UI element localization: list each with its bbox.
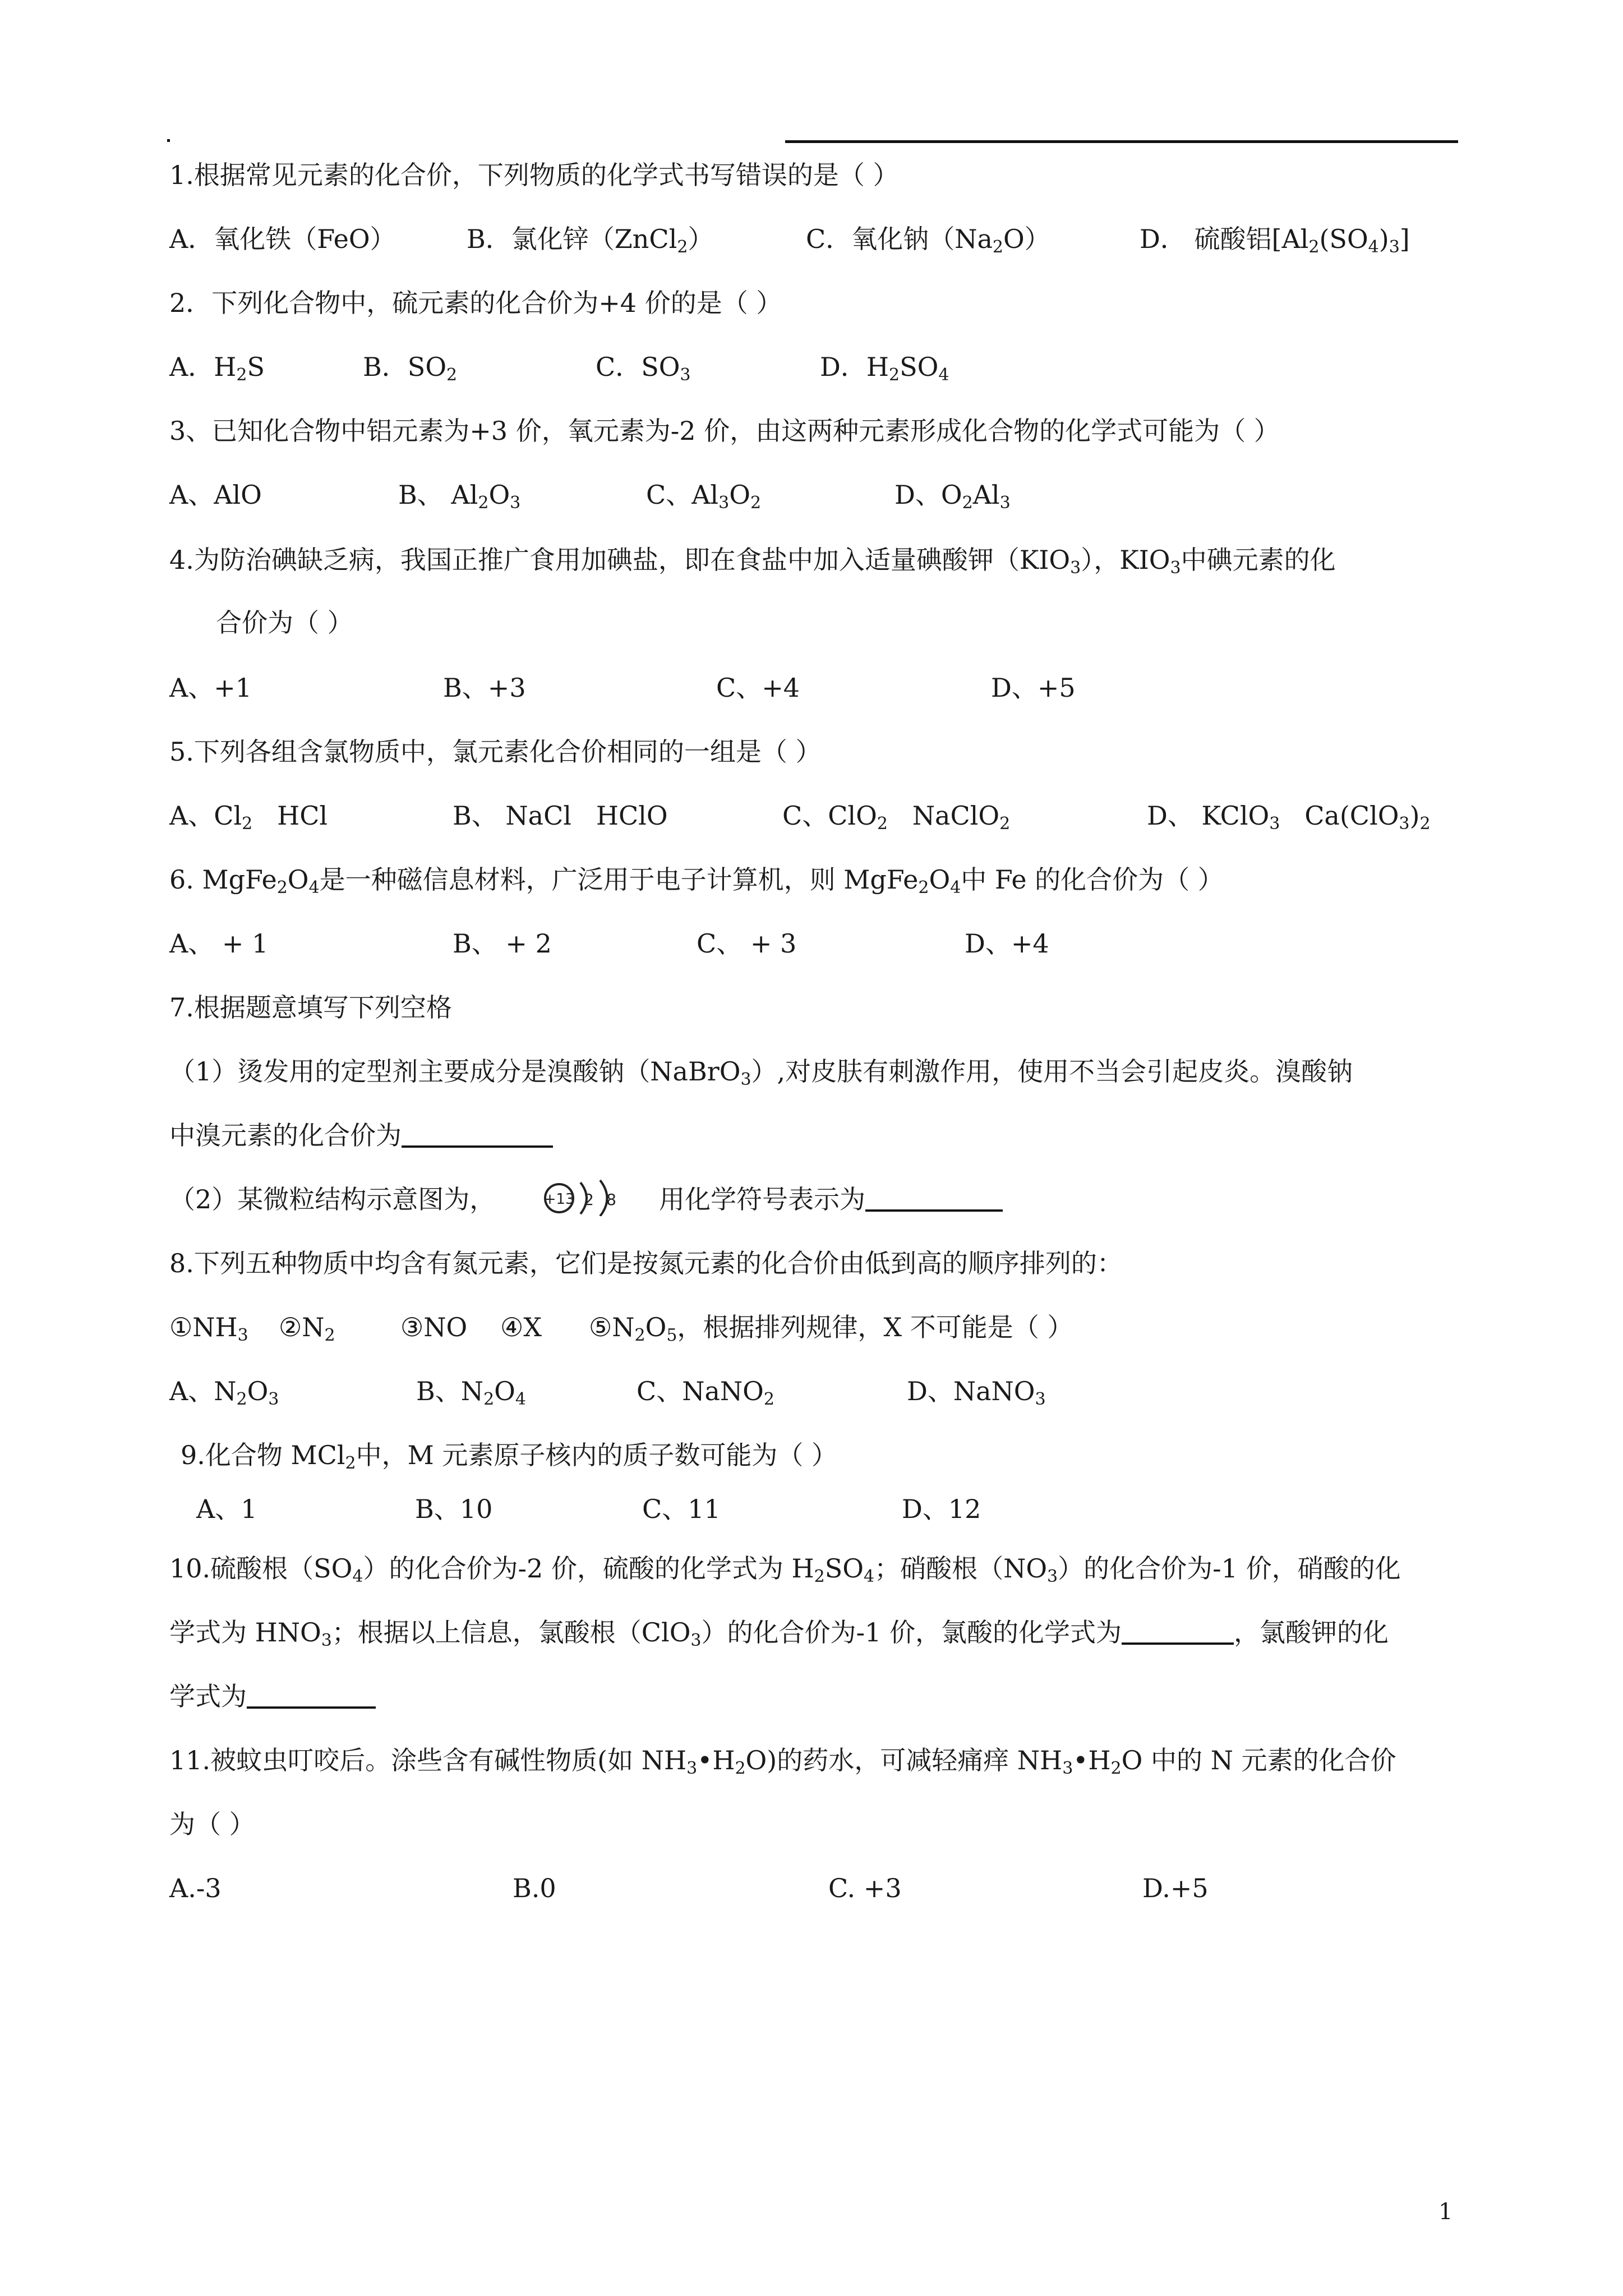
question-11-option-b: B.0 xyxy=(513,1873,556,1903)
sequence-item-1: $①NH_3$ xyxy=(169,1312,248,1345)
question-5-option-c: C、ClO$_2$ NaClO$_2$ xyxy=(782,800,1011,834)
answer-blank-potassium-chlorate[interactable] xyxy=(247,1680,376,1709)
question-4-options xyxy=(169,671,1459,705)
question-3-options xyxy=(169,478,1459,512)
question-9-stem: 9.化合物 MCl$_2$中，M 元素原子核内的质子数可能为（ ） xyxy=(181,1440,837,1473)
question-1-options xyxy=(169,222,1459,256)
question-1-option-b: B．氯化锌（ZnCl$_2$） xyxy=(467,224,714,257)
question-8-option-c: C、NaNO$_2$ xyxy=(637,1376,774,1409)
question-10-line-3: 学式为 xyxy=(169,1680,376,1713)
question-4-option-d: D、+5 xyxy=(991,673,1076,703)
question-11-line-1: 11.被蚊虫叮咬后。涂些含有碱性物质(如 $NH_3•H_2O$)的药水，可减轻痛痒 $NH_3•H_2O$ 中的 N 元素的化合价 xyxy=(169,1745,1396,1778)
question-11-options xyxy=(169,1871,1459,1905)
question-8-option-a: A、$N_2O_3$ xyxy=(169,1376,279,1409)
question-6-option-b: B、 + 2 xyxy=(453,928,552,959)
answer-blank-particle-symbol[interactable] xyxy=(865,1182,1003,1212)
question-1-option-a: A．氧化铁（FeO） xyxy=(169,224,396,254)
question-5-stem: 5.下列各组含氯物质中，氯元素化合价相同的一组是（ ） xyxy=(169,737,822,767)
question-9-option-a: A、1 xyxy=(196,1494,257,1524)
answer-blank-chloric-acid[interactable] xyxy=(1122,1616,1234,1645)
sequence-item-3: ③NO xyxy=(400,1312,468,1342)
question-6-stem: 6. $MgFe_2O_4$是一种磁信息材料，广泛用于电子计算机，则 $MgFe_2O_4$中 Fe 的化合价为（ ） xyxy=(169,864,1224,898)
question-2-stem: 2．下列化合物中，硫元素的化合价为+4 价的是（ ） xyxy=(169,288,782,318)
question-3-option-d: D、$O_2Al_3$ xyxy=(895,480,1011,513)
question-2-option-b: B．$SO_2$ xyxy=(363,352,458,385)
question-10-line-2: 学式为 $HNO_3$；根据以上信息，氯酸根（ClO$_3$）的化合价为-1 价，氯酸的化学式为 ，氯酸钾的化 xyxy=(169,1616,1389,1649)
question-4-option-b: B、+3 xyxy=(443,673,526,703)
sequence-item-4: ④X xyxy=(500,1312,542,1342)
question-2-options xyxy=(169,350,1459,384)
sequence-item-5: $⑤N_2O_5$，根据排列规律，X 不可能是（ ） xyxy=(589,1312,1073,1345)
question-4-stem-continued: 合价为（ ） xyxy=(216,608,353,638)
sequence-item-2: $②N_2$ xyxy=(279,1312,335,1345)
question-8-sequence xyxy=(169,1310,1459,1344)
question-6-option-d: D、+4 xyxy=(965,928,1049,959)
question-11-option-c: C. +3 xyxy=(828,1873,902,1903)
header-rule xyxy=(785,140,1458,143)
question-11-option-d: D.+5 xyxy=(1142,1873,1209,1903)
question-1-option-c: C．氧化钠$(Na_2O)$ xyxy=(806,224,1050,257)
question-1-option-d: D． 硫酸铝$[Al_2(SO_4)_3]$ xyxy=(1140,224,1410,257)
question-4-option-a: A、+1 xyxy=(169,673,252,703)
question-5-option-b: B、 NaCl HClO xyxy=(453,800,668,831)
question-9-options xyxy=(196,1492,1486,1526)
header-mark xyxy=(167,139,170,142)
question-8-stem: 8.下列五种物质中均含有氮元素，它们是按氮元素的化合价由低到高的顺序排列的： xyxy=(169,1248,1123,1278)
question-2-option-a: A．$H_2S$ xyxy=(169,352,265,385)
question-4-stem: 4.为防治碘缺乏病，我国正推广食用加碘盐，即在食盐中加入适量碘酸钾$(KIO_3)$，$KIO_3$中碘元素的化 xyxy=(169,545,1336,578)
question-7-part-1-continued: 中溴元素的化合价为 xyxy=(169,1119,553,1152)
page-number: 1 xyxy=(1438,2199,1453,2225)
question-11-option-a: A.-3 xyxy=(169,1873,222,1903)
question-7-part-2: （2）某微粒结构示意图为， xyxy=(169,1184,496,1214)
question-4-option-c: C、+4 xyxy=(716,673,800,703)
question-11-line-2: 为（ ） xyxy=(169,1809,255,1839)
question-1-stem: 1.根据常见元素的化合价，下列物质的化学式书写错误的是（ ） xyxy=(169,160,899,190)
question-3-option-c: C、$Al_3O_2$ xyxy=(646,480,762,513)
question-3-stem: 3、已知化合物中铝元素为+3 价，氧元素为-2 价，由这两种元素形成化合物的化学式可能为（ ） xyxy=(169,416,1280,446)
question-7-part-2-answer: 用化学符号表示为 xyxy=(659,1182,1003,1216)
question-9-option-b: B、10 xyxy=(415,1494,493,1524)
question-3-option-a: A、AlO xyxy=(169,480,262,510)
question-2-option-c: C．$SO_3$ xyxy=(596,352,691,385)
question-9-option-c: C、11 xyxy=(642,1494,721,1524)
question-9-option-d: D、12 xyxy=(902,1494,981,1524)
atom-shell-1-label: 2 xyxy=(584,1190,594,1209)
question-10-line-1: 10.硫酸根$(SO_4)$的化合价为-2 价，硫酸的化学式为 $H_2SO_4$；硝酸根$(NO_3)$的化合价为-1 价，硝酸的化 xyxy=(169,1553,1401,1586)
question-5-option-d: D、 KClO$_3$ $Ca(ClO_3)_2$ xyxy=(1147,800,1431,834)
question-7-stem: 7.根据题意填写下列空格 xyxy=(169,992,452,1023)
question-8-option-b: B、$N_2O_4$ xyxy=(416,1376,526,1409)
atom-nucleus-label: +13 xyxy=(543,1191,575,1208)
atom-shell-2-label: 8 xyxy=(606,1190,616,1209)
question-5-option-a: A、$Cl_2$ HCl xyxy=(169,800,328,834)
question-6-option-c: C、 + 3 xyxy=(697,928,797,959)
question-6-options xyxy=(169,927,1459,960)
question-8-options xyxy=(169,1374,1459,1408)
question-3-option-b: B、 $Al_2O_3$ xyxy=(398,480,521,513)
answer-blank-bromine-valence[interactable] xyxy=(402,1119,553,1148)
question-8-option-d: D、NaNO$_3$ xyxy=(907,1376,1046,1409)
question-5-options xyxy=(169,799,1459,832)
question-6-option-a: A、 + 1 xyxy=(169,928,269,959)
question-7-part-1: （1）烫发用的定型剂主要成分是溴酸钠（NaBrO$_3$）,对皮肤有刺激作用，使用不当会引起皮炎。溴酸钠 xyxy=(169,1056,1353,1089)
question-2-option-d: D．$H_2SO_4$ xyxy=(820,352,949,385)
atomic-structure-diagram-icon xyxy=(541,1177,637,1216)
